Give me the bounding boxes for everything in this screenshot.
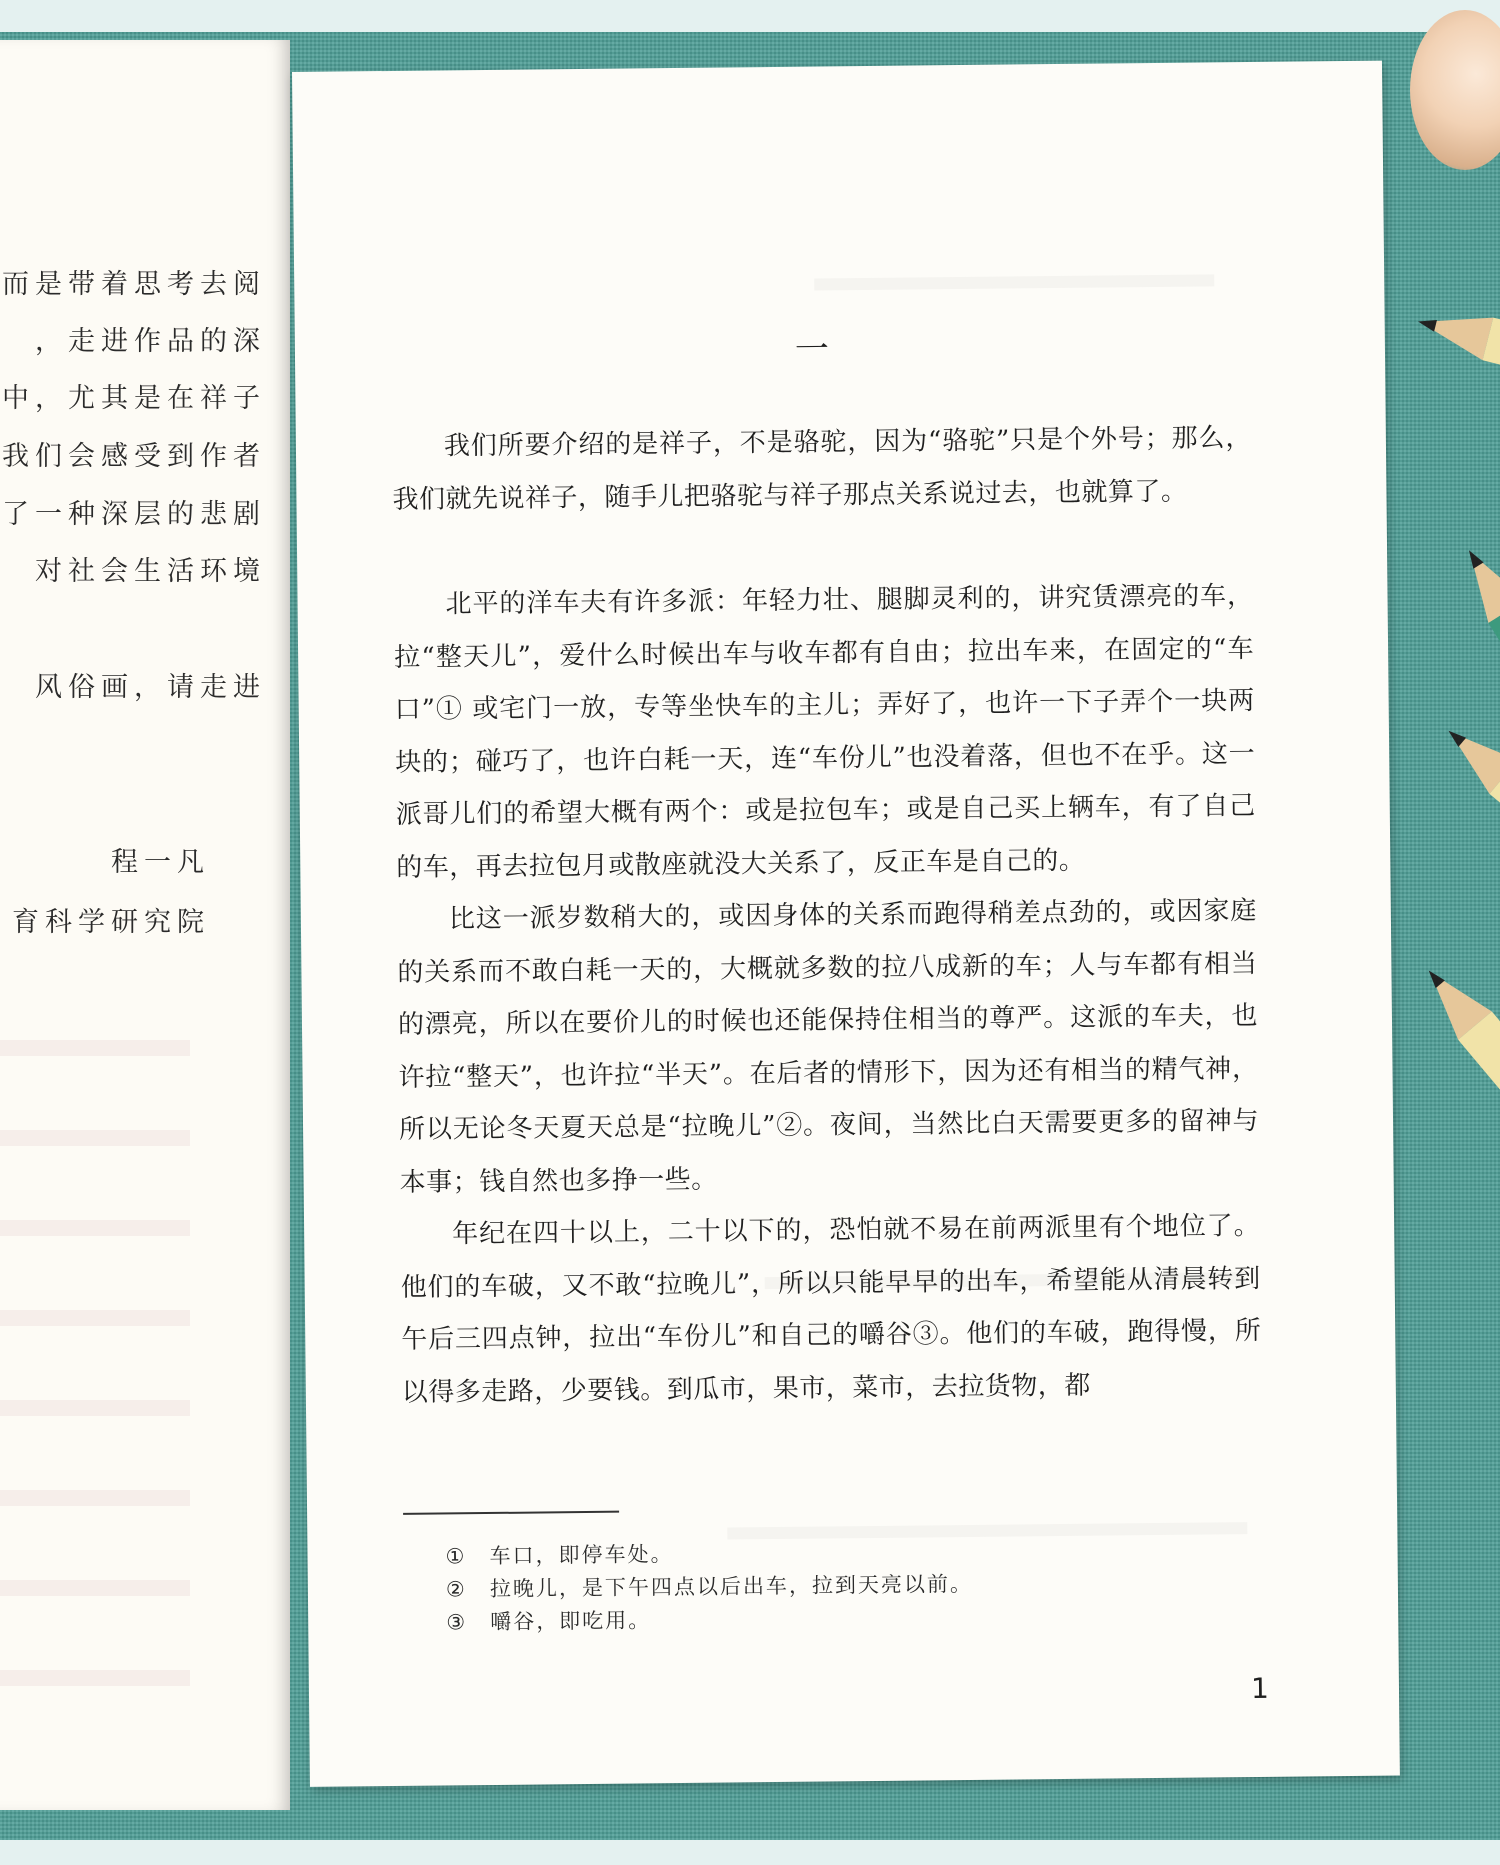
left-page-line: 中，尤其是在祥子 — [2, 383, 266, 414]
left-page-line: ，走进作品的深 — [35, 326, 266, 357]
bleed-through — [0, 1310, 190, 1326]
bleed-through — [0, 1400, 190, 1416]
bleed-through — [0, 1040, 190, 1056]
left-page-line: 对社会生活环境 — [35, 556, 266, 587]
footnote-mark: ② — [445, 1577, 465, 1602]
bleed-through — [814, 274, 1214, 290]
bleed-through — [0, 1490, 190, 1506]
paragraph: 比这一派岁数稍大的，或因身体的关系而跑得稍差点劲的，或因家庭的关系而不敢白耗一天的，大概就多数的拉八成新的车；人与车都有相当的漂亮，所以在要价儿的时候也还能保持住相当的尊严。这派的车夫，也许拉“整天”，也许拉“半天”。在后者的情形下，因为还有相当的精气神，所以无论冬天夏天总是“拉晚儿”②。夜间，当然比白天需要更多的留神与本事；钱自然也多挣一些。 — [397, 895, 1260, 1198]
paragraph: 我们所要介绍的是祥子，不是骆驼，因为“骆驼”只是个外号；那么，我们就先说祥子，随手儿把骆驼与祥子那点关系说过去，也就算了。 — [392, 422, 1253, 515]
footnote — [446, 1568, 973, 1604]
paragraph: 年纪在四十以上，二十以下的，恐怕就不易在前两派里有个地位了。他们的车破，又不敢“拉晚儿”，所以只能早早的出车，希望能从清晨转到午后三四点钟，拉出“车份儿”和自己的嚼谷③。他们的车破，跑得慢，所以得多走路，少要钱。到瓜市，果市，菜市，去拉货物，都 — [400, 1210, 1262, 1408]
bleed-through — [0, 1670, 190, 1686]
footnote-rule — [403, 1511, 619, 1515]
footnote — [445, 1538, 673, 1570]
left-page-line: 风俗画，请走进 — [35, 672, 266, 703]
chapter-title: 一 — [794, 329, 830, 370]
bleed-through — [0, 1130, 190, 1146]
page-number: 1 — [1250, 1671, 1269, 1706]
left-page-line: 而是带着思考去阅 — [2, 269, 266, 300]
footnote-text: 嚼谷，即吃用。 — [490, 1608, 652, 1635]
bleed-through — [727, 1522, 1247, 1539]
footnote — [446, 1604, 651, 1636]
right-page — [292, 61, 1400, 1787]
bleed-through — [0, 1580, 190, 1596]
footnote-text: 拉晚儿，是下午四点以后出车，拉到天亮以前。 — [489, 1571, 973, 1602]
bleed-through — [0, 1220, 190, 1236]
left-page-line: 了一种深层的悲剧 — [2, 499, 266, 530]
left-page-signature: 程一凡 — [111, 847, 210, 878]
footnote-mark: ① — [445, 1544, 465, 1569]
left-page-affiliation: 育科学研究院 — [12, 907, 210, 938]
left-page-line: 我们会感受到作者 — [2, 441, 266, 472]
footnote-text: 车口，即停车处。 — [489, 1542, 674, 1569]
footnote-mark: ③ — [446, 1610, 466, 1635]
left-page — [0, 40, 290, 1810]
paragraph: 北平的洋车夫有许多派：年轻力壮、腿脚灵利的，讲究赁漂亮的车，拉“整天儿”，爱什么时候出车与收车都有自由；拉出车来，在固定的“车口”① 或宅门一放，专等坐快车的主儿；弄好了，也许一下子弄个一块两块的；碰巧了，也许白耗一天，连“车份儿”也没着落，但也不在乎。这一派哥儿们的希望大概有两个：或是拉包车；或是自己买上辆车，有了自己的车，再去拉包月或散座就没大关系了，反正车是自己的。 — [393, 580, 1256, 883]
